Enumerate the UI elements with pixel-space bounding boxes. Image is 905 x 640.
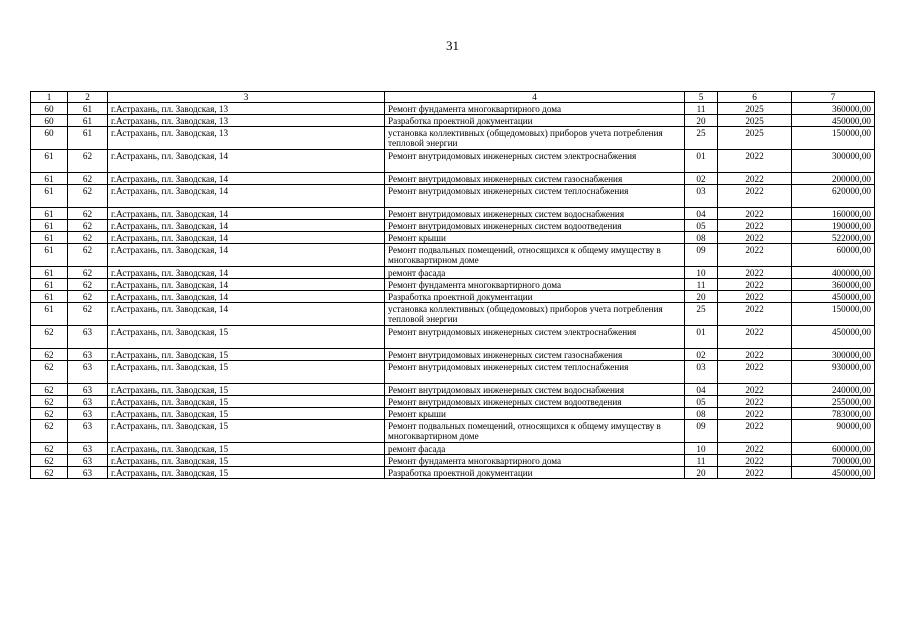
work-code-cell: 20: [685, 115, 718, 127]
column-header: 7: [792, 92, 875, 103]
table-row: [31, 103, 875, 115]
work-type-cell: Ремонт внутридомовых инженерных систем водоотведения: [385, 220, 685, 232]
year-cell: 2022: [718, 173, 792, 185]
cost-cell: 300000,00: [792, 349, 875, 361]
table-row: [31, 303, 875, 326]
address-cell: г.Астрахань, пл. Заводская, 14: [108, 173, 385, 185]
work-code-cell: 25: [685, 303, 718, 326]
address-cell: г.Астрахань, пл. Заводская, 14: [108, 232, 385, 244]
work-code-cell: 11: [685, 279, 718, 291]
address-cell: г.Астрахань, пл. Заводская, 14: [108, 220, 385, 232]
work-type-cell: Ремонт внутридомовых инженерных систем теплоснабжения: [385, 185, 685, 208]
address-cell: г.Астрахань, пл. Заводская, 15: [108, 349, 385, 361]
work-code-cell: 04: [685, 208, 718, 220]
cost-cell: 450000,00: [792, 291, 875, 303]
row-number-cell: 62: [31, 326, 68, 349]
object-number-cell: 63: [68, 420, 108, 443]
row-number-cell: 61: [31, 279, 68, 291]
object-number-cell: 63: [68, 455, 108, 467]
cost-cell: 255000,00: [792, 396, 875, 408]
row-number-cell: 61: [31, 220, 68, 232]
object-number-cell: 62: [68, 291, 108, 303]
year-cell: 2022: [718, 150, 792, 173]
address-cell: г.Астрахань, пл. Заводская, 14: [108, 185, 385, 208]
object-number-cell: 61: [68, 103, 108, 115]
work-code-cell: 03: [685, 185, 718, 208]
table-row: [31, 467, 875, 479]
work-type-cell: Ремонт внутридомовых инженерных систем водоотведения: [385, 396, 685, 408]
row-number-cell: 60: [31, 127, 68, 150]
table-row: [31, 150, 875, 173]
work-type-cell: Разработка проектной документации: [385, 467, 685, 479]
cost-cell: 90000,00: [792, 420, 875, 443]
table-row: [31, 208, 875, 220]
work-type-cell: Ремонт подвальных помещений, относящихся к общему имуществу в многоквартирном доме: [385, 244, 685, 267]
object-number-cell: 63: [68, 396, 108, 408]
table-row: [31, 267, 875, 279]
work-type-cell: Ремонт внутридомовых инженерных систем теплоснабжения: [385, 361, 685, 384]
address-cell: г.Астрахань, пл. Заводская, 13: [108, 103, 385, 115]
address-cell: г.Астрахань, пл. Заводская, 15: [108, 361, 385, 384]
cost-cell: 522000,00: [792, 232, 875, 244]
cost-cell: 450000,00: [792, 467, 875, 479]
row-number-cell: 62: [31, 384, 68, 396]
cost-cell: 160000,00: [792, 208, 875, 220]
row-number-cell: 61: [31, 244, 68, 267]
object-number-cell: 63: [68, 443, 108, 455]
table-row: [31, 279, 875, 291]
work-type-cell: установка коллективных (общедомовых) приборов учета потребления тепловой энергии: [385, 127, 685, 150]
work-code-cell: 08: [685, 408, 718, 420]
year-cell: 2022: [718, 208, 792, 220]
work-type-cell: Ремонт внутридомовых инженерных систем электроснабжения: [385, 150, 685, 173]
cost-cell: 783000,00: [792, 408, 875, 420]
header-row: [31, 92, 875, 103]
address-cell: г.Астрахань, пл. Заводская, 14: [108, 291, 385, 303]
work-code-cell: 05: [685, 396, 718, 408]
cost-cell: 150000,00: [792, 303, 875, 326]
cost-cell: 450000,00: [792, 115, 875, 127]
object-number-cell: 62: [68, 150, 108, 173]
table-row: [31, 232, 875, 244]
cost-cell: 700000,00: [792, 455, 875, 467]
work-code-cell: 09: [685, 244, 718, 267]
work-type-cell: установка коллективных (общедомовых) приборов учета потребления тепловой энергии: [385, 303, 685, 326]
column-header: 5: [685, 92, 718, 103]
address-cell: г.Астрахань, пл. Заводская, 15: [108, 420, 385, 443]
work-code-cell: 03: [685, 361, 718, 384]
table-row: [31, 185, 875, 208]
address-cell: г.Астрахань, пл. Заводская, 14: [108, 150, 385, 173]
cost-cell: 360000,00: [792, 279, 875, 291]
table-row: [31, 173, 875, 185]
object-number-cell: 62: [68, 279, 108, 291]
work-type-cell: Ремонт крыши: [385, 408, 685, 420]
row-number-cell: 61: [31, 232, 68, 244]
column-header: 1: [31, 92, 68, 103]
year-cell: 2022: [718, 349, 792, 361]
work-type-cell: Ремонт фундамента многоквартирного дома: [385, 279, 685, 291]
work-type-cell: Разработка проектной документации: [385, 291, 685, 303]
address-cell: г.Астрахань, пл. Заводская, 15: [108, 467, 385, 479]
object-number-cell: 63: [68, 384, 108, 396]
work-type-cell: Ремонт внутридомовых инженерных систем водоснабжения: [385, 384, 685, 396]
work-code-cell: 01: [685, 150, 718, 173]
row-number-cell: 60: [31, 115, 68, 127]
object-number-cell: 62: [68, 220, 108, 232]
year-cell: 2022: [718, 361, 792, 384]
year-cell: 2022: [718, 443, 792, 455]
year-cell: 2022: [718, 420, 792, 443]
row-number-cell: 61: [31, 208, 68, 220]
row-number-cell: 62: [31, 396, 68, 408]
object-number-cell: 61: [68, 127, 108, 150]
object-number-cell: 62: [68, 232, 108, 244]
cost-cell: 930000,00: [792, 361, 875, 384]
table-row: [31, 396, 875, 408]
works-table: [30, 91, 875, 479]
cost-cell: 450000,00: [792, 326, 875, 349]
page-number: 31: [446, 38, 459, 53]
work-code-cell: 20: [685, 291, 718, 303]
table-row: [31, 361, 875, 384]
table-row: [31, 291, 875, 303]
table-row: [31, 220, 875, 232]
year-cell: 2022: [718, 185, 792, 208]
table-row: [31, 349, 875, 361]
cost-cell: 620000,00: [792, 185, 875, 208]
row-number-cell: 61: [31, 291, 68, 303]
object-number-cell: 62: [68, 208, 108, 220]
year-cell: 2022: [718, 408, 792, 420]
column-header: 6: [718, 92, 792, 103]
object-number-cell: 63: [68, 349, 108, 361]
work-code-cell: 11: [685, 103, 718, 115]
table-row: [31, 127, 875, 150]
cost-cell: 400000,00: [792, 267, 875, 279]
year-cell: 2022: [718, 384, 792, 396]
row-number-cell: 60: [31, 103, 68, 115]
cost-cell: 300000,00: [792, 150, 875, 173]
cost-cell: 240000,00: [792, 384, 875, 396]
year-cell: 2022: [718, 244, 792, 267]
work-code-cell: 25: [685, 127, 718, 150]
table-row: [31, 455, 875, 467]
work-code-cell: 05: [685, 220, 718, 232]
work-type-cell: Ремонт подвальных помещений, относящихся к общему имуществу в многоквартирном доме: [385, 420, 685, 443]
table-row: [31, 408, 875, 420]
column-header: 2: [68, 92, 108, 103]
row-number-cell: 62: [31, 443, 68, 455]
year-cell: 2025: [718, 115, 792, 127]
object-number-cell: 61: [68, 115, 108, 127]
object-number-cell: 62: [68, 267, 108, 279]
row-number-cell: 62: [31, 455, 68, 467]
year-cell: 2022: [718, 291, 792, 303]
address-cell: г.Астрахань, пл. Заводская, 15: [108, 384, 385, 396]
table-body: [31, 92, 875, 479]
year-cell: 2025: [718, 103, 792, 115]
address-cell: г.Астрахань, пл. Заводская, 15: [108, 408, 385, 420]
column-header: 4: [385, 92, 685, 103]
work-type-cell: ремонт фасада: [385, 443, 685, 455]
work-type-cell: Ремонт внутридомовых инженерных систем газоснабжения: [385, 173, 685, 185]
address-cell: г.Астрахань, пл. Заводская, 14: [108, 208, 385, 220]
work-type-cell: Ремонт фундамента многоквартирного дома: [385, 455, 685, 467]
table-row: [31, 326, 875, 349]
object-number-cell: 63: [68, 467, 108, 479]
work-code-cell: 02: [685, 173, 718, 185]
object-number-cell: 62: [68, 244, 108, 267]
address-cell: г.Астрахань, пл. Заводская, 15: [108, 396, 385, 408]
year-cell: 2022: [718, 220, 792, 232]
work-code-cell: 09: [685, 420, 718, 443]
cost-cell: 360000,00: [792, 103, 875, 115]
work-code-cell: 10: [685, 267, 718, 279]
address-cell: г.Астрахань, пл. Заводская, 14: [108, 279, 385, 291]
row-number-cell: 62: [31, 349, 68, 361]
row-number-cell: 62: [31, 467, 68, 479]
object-number-cell: 62: [68, 185, 108, 208]
year-cell: 2022: [718, 303, 792, 326]
object-number-cell: 63: [68, 408, 108, 420]
year-cell: 2022: [718, 232, 792, 244]
year-cell: 2022: [718, 396, 792, 408]
table-row: [31, 384, 875, 396]
work-code-cell: 20: [685, 467, 718, 479]
year-cell: 2022: [718, 455, 792, 467]
work-type-cell: Ремонт внутридомовых инженерных систем газоснабжения: [385, 349, 685, 361]
row-number-cell: 61: [31, 185, 68, 208]
work-type-cell: Ремонт внутридомовых инженерных систем электроснабжения: [385, 326, 685, 349]
cost-cell: 200000,00: [792, 173, 875, 185]
object-number-cell: 62: [68, 303, 108, 326]
object-number-cell: 63: [68, 326, 108, 349]
address-cell: г.Астрахань, пл. Заводская, 14: [108, 267, 385, 279]
work-code-cell: 10: [685, 443, 718, 455]
row-number-cell: 61: [31, 267, 68, 279]
row-number-cell: 61: [31, 303, 68, 326]
work-code-cell: 11: [685, 455, 718, 467]
work-type-cell: Ремонт крыши: [385, 232, 685, 244]
object-number-cell: 62: [68, 173, 108, 185]
cost-cell: 600000,00: [792, 443, 875, 455]
work-type-cell: Ремонт фундамента многоквартирного дома: [385, 103, 685, 115]
cost-cell: 190000,00: [792, 220, 875, 232]
work-code-cell: 01: [685, 326, 718, 349]
table-row: [31, 244, 875, 267]
work-type-cell: Ремонт внутридомовых инженерных систем водоснабжения: [385, 208, 685, 220]
column-header: 3: [108, 92, 385, 103]
cost-cell: 150000,00: [792, 127, 875, 150]
row-number-cell: 62: [31, 420, 68, 443]
year-cell: 2022: [718, 467, 792, 479]
address-cell: г.Астрахань, пл. Заводская, 13: [108, 127, 385, 150]
year-cell: 2022: [718, 267, 792, 279]
address-cell: г.Астрахань, пл. Заводская, 13: [108, 115, 385, 127]
cost-cell: 60000,00: [792, 244, 875, 267]
row-number-cell: 61: [31, 173, 68, 185]
year-cell: 2022: [718, 326, 792, 349]
address-cell: г.Астрахань, пл. Заводская, 14: [108, 303, 385, 326]
object-number-cell: 63: [68, 361, 108, 384]
year-cell: 2022: [718, 279, 792, 291]
address-cell: г.Астрахань, пл. Заводская, 14: [108, 244, 385, 267]
work-code-cell: 02: [685, 349, 718, 361]
work-code-cell: 04: [685, 384, 718, 396]
row-number-cell: 61: [31, 150, 68, 173]
address-cell: г.Астрахань, пл. Заводская, 15: [108, 455, 385, 467]
table-row: [31, 420, 875, 443]
row-number-cell: 62: [31, 361, 68, 384]
work-type-cell: ремонт фасада: [385, 267, 685, 279]
work-code-cell: 08: [685, 232, 718, 244]
table-row: [31, 443, 875, 455]
row-number-cell: 62: [31, 408, 68, 420]
address-cell: г.Астрахань, пл. Заводская, 15: [108, 443, 385, 455]
year-cell: 2025: [718, 127, 792, 150]
table-row: [31, 115, 875, 127]
address-cell: г.Астрахань, пл. Заводская, 15: [108, 326, 385, 349]
work-type-cell: Разработка проектной документации: [385, 115, 685, 127]
